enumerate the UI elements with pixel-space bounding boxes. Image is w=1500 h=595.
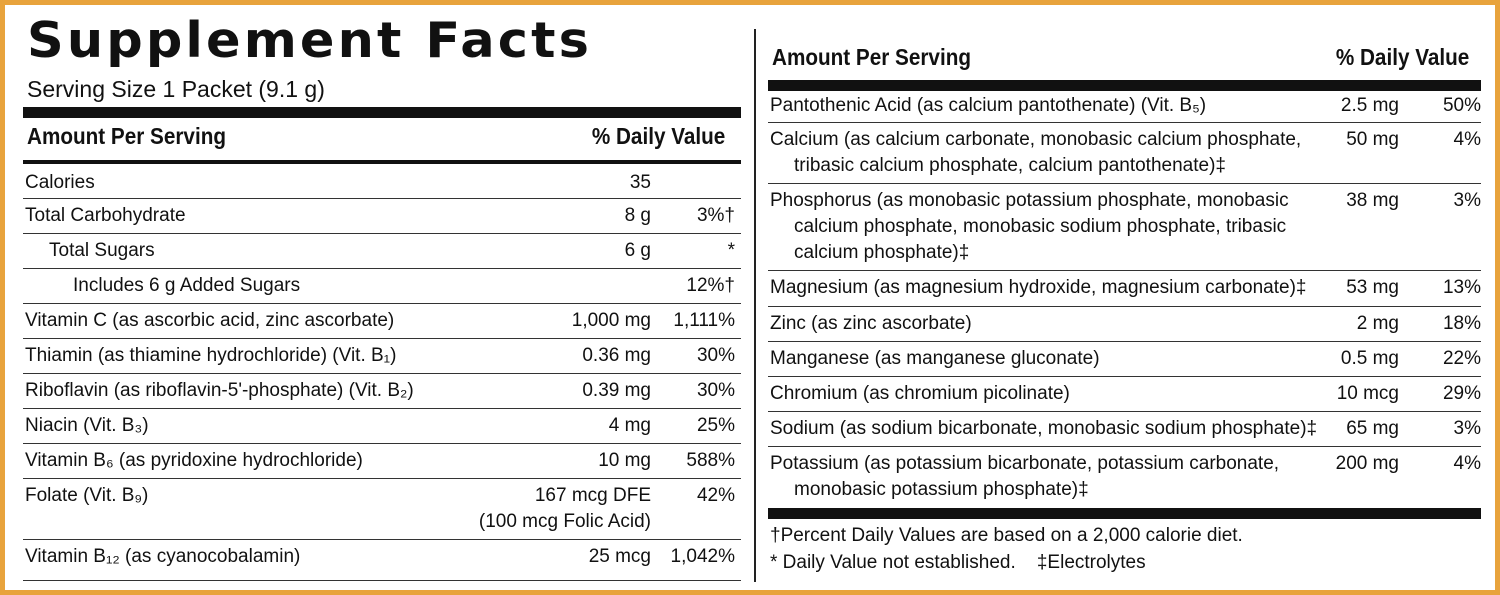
nutrient-name-line: Magnesium (as magnesium hydroxide, magnesium carbonate)‡ <box>770 277 1307 298</box>
nutrient-name-continuation: tribasic calcium phosphate, calcium pantothenate)‡ <box>794 155 1226 176</box>
amount-line: 2 mg <box>1356 313 1399 334</box>
nutrient-name-continuation: monobasic potassium phosphate)‡ <box>794 479 1089 500</box>
footnote-daily-values: †Percent Daily Values are based on a 2,000 calorie diet. <box>770 525 1243 546</box>
amount-line: 8 g <box>624 205 651 226</box>
nutrient-amount <box>582 378 651 404</box>
nutrient-name <box>25 378 414 404</box>
amount-line: 38 mg <box>1346 190 1399 211</box>
nutrient-amount <box>582 343 651 369</box>
nutrient-name <box>770 275 1306 301</box>
serving-size: Serving Size 1 Packet (9.1 g) <box>27 76 325 102</box>
nutrient-name-line: Calories <box>25 172 95 193</box>
nutrient-row <box>23 339 741 374</box>
nutrient-name <box>25 308 394 334</box>
nutrient-name <box>770 416 1317 442</box>
nutrient-name <box>25 203 186 229</box>
nutrient-name-line: Phosphorus (as monobasic potassium phosphate, monobasic <box>770 190 1289 211</box>
nutrient-amount <box>1357 311 1399 337</box>
column-divider <box>754 29 756 582</box>
nutrient-name <box>25 343 396 369</box>
nutrient-row <box>768 307 1481 342</box>
nutrient-daily-value: 4% <box>1453 453 1481 474</box>
amount-line: (100 mcg Folic Acid) <box>478 511 651 532</box>
amount-line: 53 mg <box>1346 277 1399 298</box>
nutrient-name-line: Folate (Vit. B₉) <box>25 485 149 506</box>
nutrient-row <box>23 199 741 234</box>
nutrient-row <box>23 444 741 479</box>
nutrient-amount <box>589 544 651 570</box>
nutrient-row <box>23 479 741 540</box>
right-dv-header: % Daily Value <box>1335 44 1469 70</box>
nutrient-amount <box>1346 416 1399 442</box>
nutrient-row <box>23 540 741 581</box>
nutrient-amount <box>1337 381 1399 407</box>
amount-line: 4 mg <box>608 415 651 436</box>
nutrient-amount <box>1346 275 1399 301</box>
nutrient-name <box>770 311 972 337</box>
nutrient-name-line: Total Carbohydrate <box>25 205 186 226</box>
nutrient-daily-value: 588% <box>686 450 735 471</box>
left-header-rule <box>23 160 741 164</box>
nutrient-name-line: Vitamin B₁₂ (as cyanocobalamin) <box>25 546 301 567</box>
amount-line: 35 <box>629 172 651 193</box>
nutrient-daily-value: 30% <box>696 380 735 401</box>
nutrient-daily-value: 29% <box>1442 383 1481 404</box>
nutrient-name-line: Manganese (as manganese gluconate) <box>770 348 1100 369</box>
nutrient-amount <box>1346 127 1399 153</box>
nutrient-amount <box>598 448 651 474</box>
nutrient-name-line: Calcium (as calcium carbonate, monobasic calcium phosphate, <box>770 129 1302 150</box>
nutrient-name-continuation: calcium phosphate, monobasic sodium phosphate, tribasic <box>794 216 1287 237</box>
nutrient-name-line: Zinc (as zinc ascorbate) <box>770 313 972 334</box>
nutrient-amount <box>630 170 651 196</box>
amount-line: 10 mcg <box>1336 383 1399 404</box>
nutrient-row <box>768 377 1481 412</box>
amount-line: 50 mg <box>1346 129 1399 150</box>
nutrient-daily-value: 13% <box>1442 277 1481 298</box>
nutrient-name <box>770 381 1070 407</box>
nutrient-daily-value: 4% <box>1453 129 1481 150</box>
nutrient-amount <box>609 413 651 439</box>
nutrient-daily-value: 22% <box>1442 348 1481 369</box>
nutrient-daily-value: 50% <box>1442 95 1481 116</box>
amount-line: 167 mcg DFE <box>534 485 651 506</box>
amount-line: 6 g <box>624 240 651 261</box>
nutrient-row <box>768 123 1481 184</box>
nutrient-daily-value: 18% <box>1442 313 1481 334</box>
nutrient-amount <box>1341 346 1399 372</box>
amount-line: 65 mg <box>1346 418 1399 439</box>
nutrient-name <box>770 451 1279 503</box>
nutrient-row <box>768 89 1481 123</box>
right-bottom-rule <box>768 508 1481 519</box>
nutrient-row <box>768 342 1481 377</box>
nutrient-daily-value: 12%† <box>686 275 735 296</box>
nutrient-name <box>25 483 148 509</box>
nutrient-name <box>770 93 1206 119</box>
amount-line: 0.5 mg <box>1340 348 1399 369</box>
nutrient-name-line: Pantothenic Acid (as calcium pantothenate) (Vit. B₅) <box>770 95 1207 116</box>
nutrient-name-line: Chromium (as chromium picolinate) <box>770 383 1070 404</box>
nutrient-name <box>25 413 149 439</box>
nutrient-row <box>768 184 1481 271</box>
nutrient-amount <box>1341 93 1399 119</box>
left-amount-header: Amount Per Serving <box>27 123 226 149</box>
nutrient-name-line: Riboflavin (as riboflavin-5'-phosphate) (Vit. B₂) <box>25 380 414 401</box>
nutrient-row <box>23 234 741 269</box>
nutrient-amount <box>1346 188 1399 214</box>
amount-line: 1,000 mg <box>571 310 651 331</box>
amount-line: 2.5 mg <box>1340 95 1399 116</box>
nutrient-name <box>770 127 1301 179</box>
footnote-not-established: * Daily Value not established. ‡Electrolytes <box>770 552 1146 573</box>
nutrient-row <box>23 374 741 409</box>
nutrient-amount <box>572 308 651 334</box>
nutrient-row <box>23 166 741 199</box>
nutrient-daily-value: 25% <box>696 415 735 436</box>
nutrient-amount <box>625 203 651 229</box>
nutrient-name-line: Vitamin C (as ascorbic acid, zinc ascorbate) <box>25 310 395 331</box>
amount-line: 25 mcg <box>588 546 651 567</box>
nutrient-name-continuation: calcium phosphate)‡ <box>794 242 970 263</box>
nutrient-amount <box>479 483 651 535</box>
nutrient-name-line: Vitamin B₆ (as pyridoxine hydrochloride) <box>25 450 363 471</box>
nutrient-daily-value: 3%† <box>696 205 735 226</box>
nutrient-name <box>25 544 300 570</box>
nutrient-row <box>768 412 1481 447</box>
nutrient-daily-value: 1,042% <box>670 546 735 567</box>
nutrient-row <box>768 447 1481 508</box>
nutrient-name-line: Thiamin (as thiamine hydrochloride) (Vit. B₁) <box>25 345 397 366</box>
nutrient-name-line: Potassium (as potassium bicarbonate, potassium carbonate, <box>770 453 1280 474</box>
nutrient-row <box>768 271 1481 307</box>
nutrient-row <box>23 409 741 444</box>
nutrient-name <box>25 170 95 196</box>
right-amount-header: Amount Per Serving <box>772 44 971 70</box>
left-thick-rule <box>23 107 741 118</box>
nutrient-amount <box>625 238 651 264</box>
nutrient-row <box>23 304 741 339</box>
nutrient-name-line: Niacin (Vit. B₃) <box>25 415 149 436</box>
amount-line: 0.36 mg <box>582 345 651 366</box>
amount-line: 0.39 mg <box>582 380 651 401</box>
amount-line: 200 mg <box>1335 453 1399 474</box>
nutrient-daily-value: 42% <box>696 485 735 506</box>
nutrient-name <box>25 448 363 474</box>
nutrient-name <box>49 238 155 264</box>
nutrient-name <box>770 346 1100 372</box>
nutrient-name-line: Sodium (as sodium bicarbonate, monobasic sodium phosphate)‡ <box>770 418 1318 439</box>
nutrient-amount <box>1336 451 1399 477</box>
left-dv-header: % Daily Value <box>591 123 725 149</box>
nutrient-daily-value: * <box>727 240 735 261</box>
amount-line: 10 mg <box>598 450 651 471</box>
nutrient-name <box>73 273 300 299</box>
nutrient-name-line: Includes 6 g Added Sugars <box>73 275 301 296</box>
nutrient-daily-value: 3% <box>1453 418 1481 439</box>
nutrient-row <box>23 269 741 304</box>
nutrient-daily-value: 30% <box>696 345 735 366</box>
nutrient-name <box>770 188 1289 266</box>
nutrient-daily-value: 3% <box>1453 190 1481 211</box>
nutrient-name-line: Total Sugars <box>49 240 155 261</box>
nutrient-daily-value: 1,111% <box>673 310 735 331</box>
panel-title: Supplement Facts <box>27 12 593 69</box>
